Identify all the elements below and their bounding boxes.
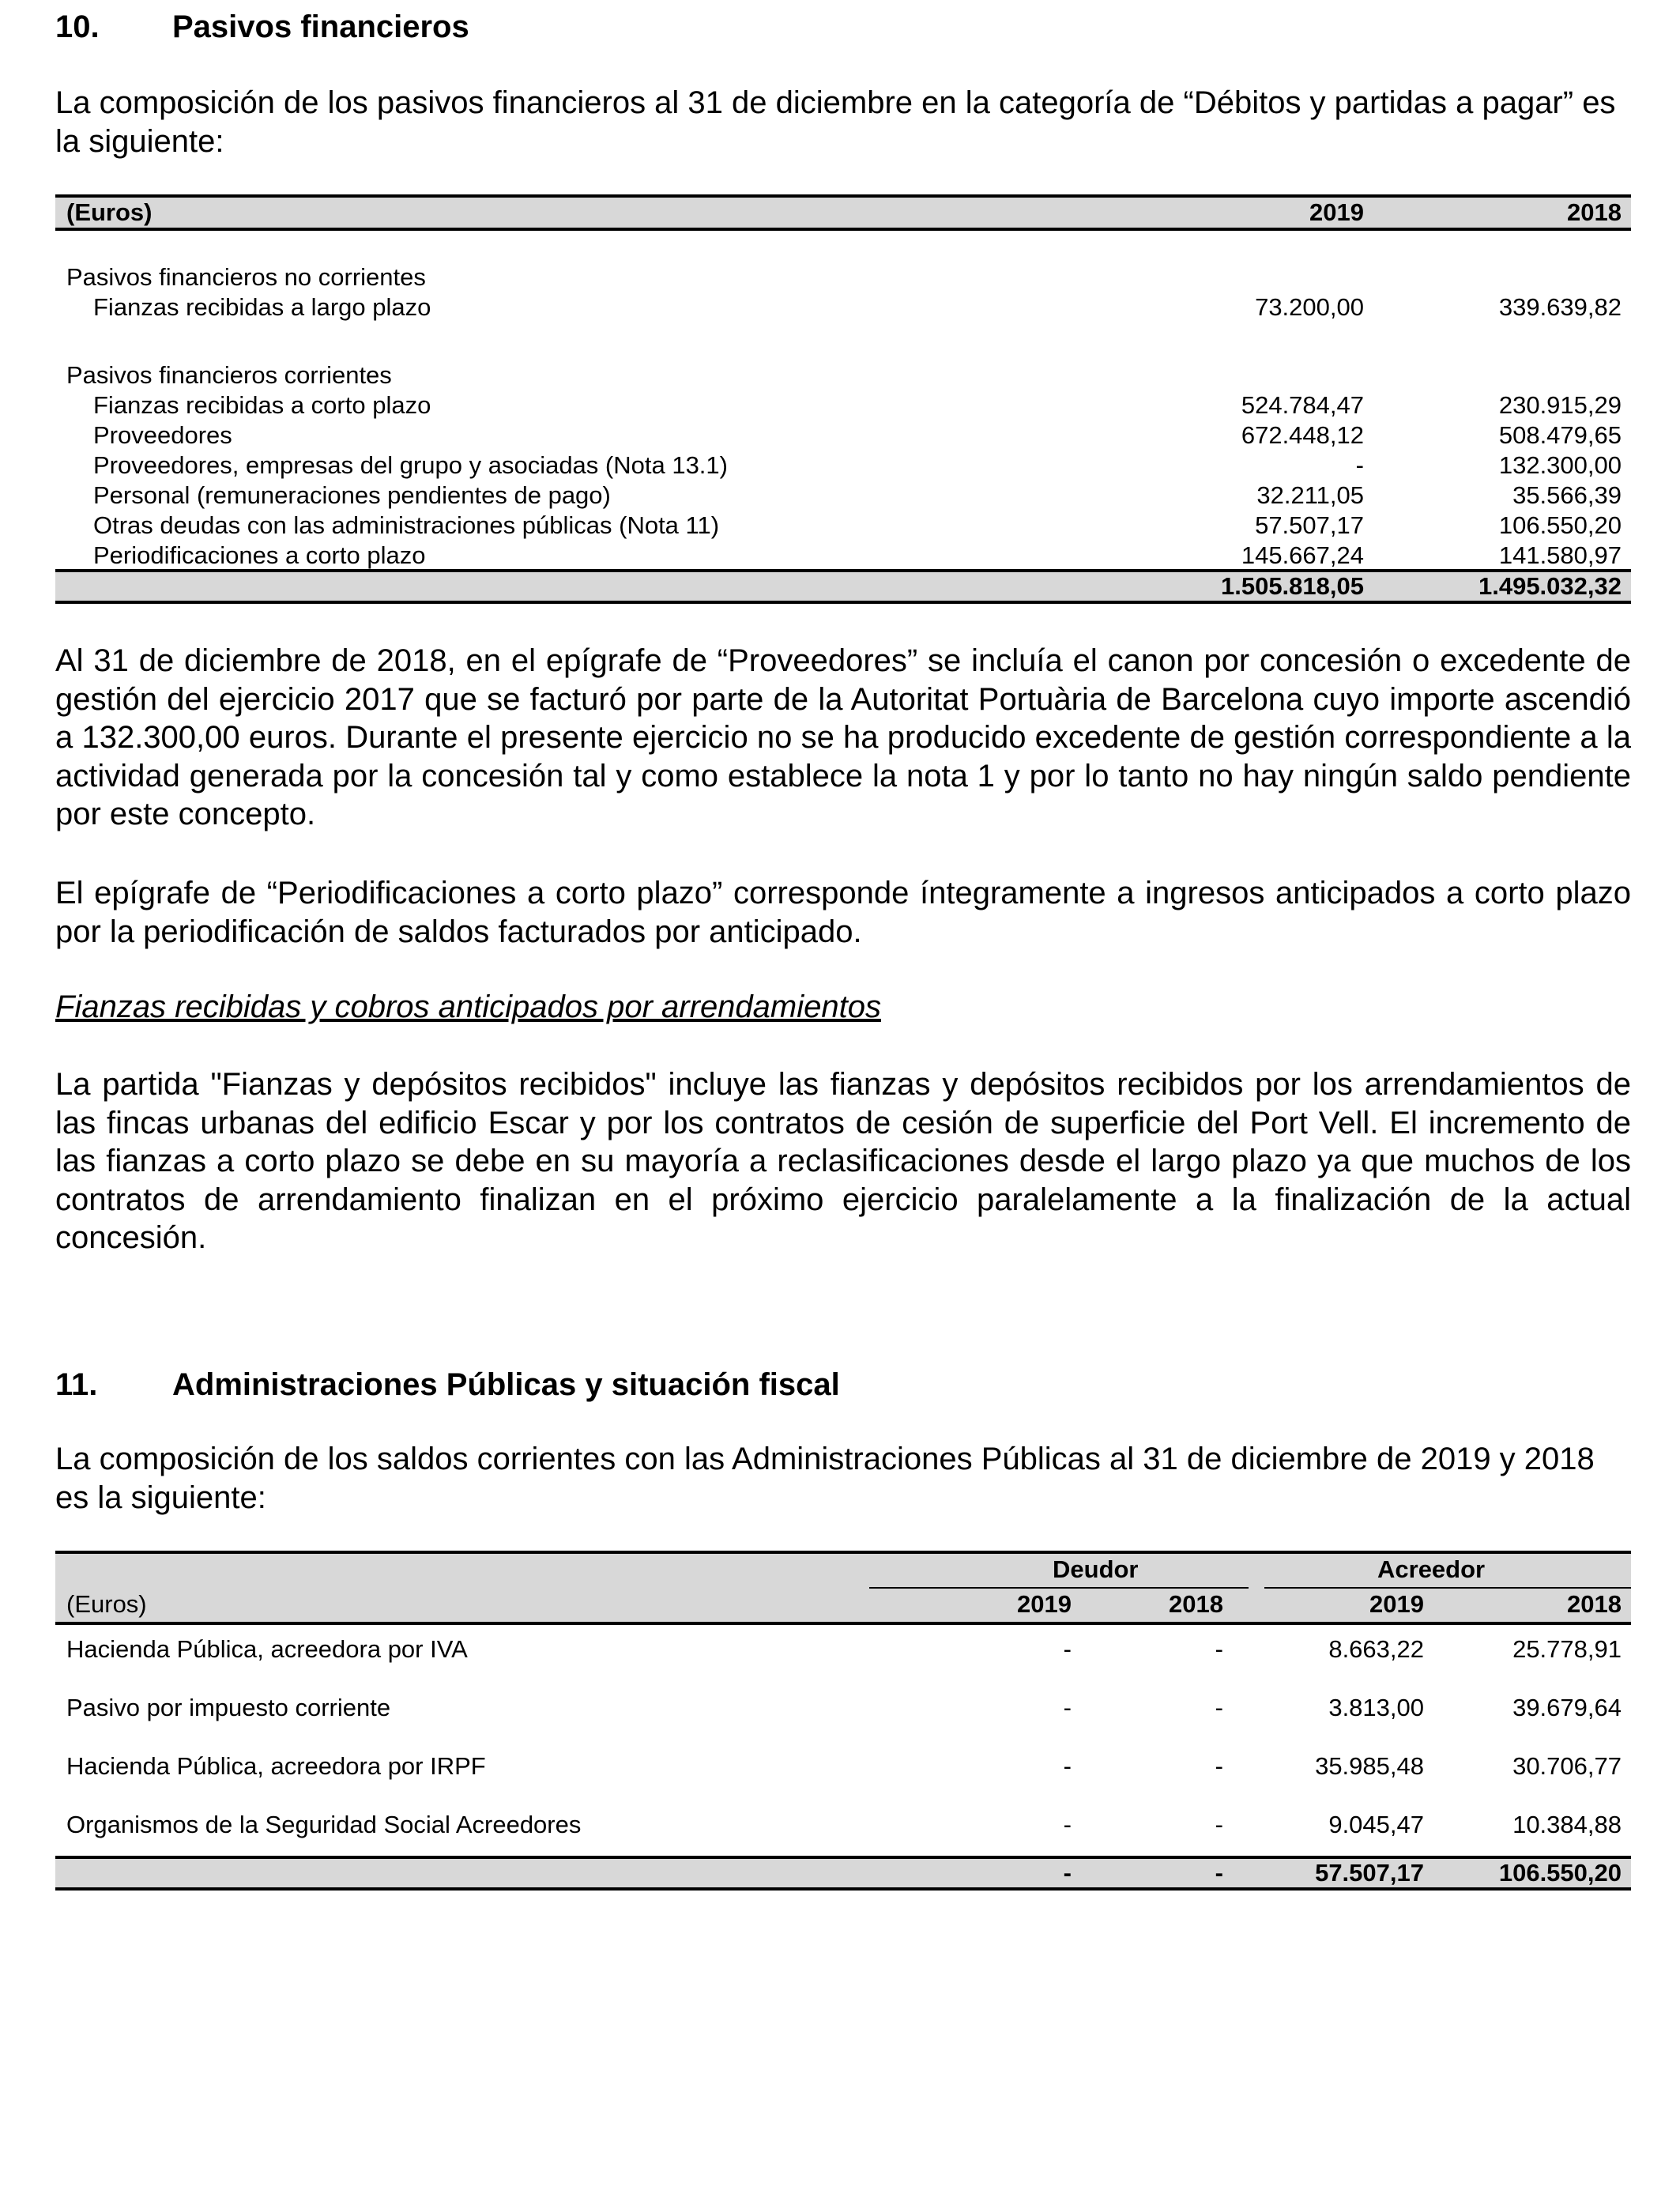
col-acreedor-2019-header: 2019 bbox=[1369, 1590, 1424, 1618]
group-underline-deudor bbox=[869, 1587, 1249, 1589]
table-row bbox=[55, 1693, 1631, 1723]
row-label: Hacienda Pública, acreedora por IRPF bbox=[66, 1752, 486, 1780]
row-label: Periodificaciones a corto plazo bbox=[93, 541, 426, 569]
total-deudor-2019: - bbox=[1063, 1859, 1072, 1887]
col-acreedor-2018-header: 2018 bbox=[1567, 1590, 1622, 1618]
total-2018: 1.495.032,32 bbox=[1478, 572, 1622, 600]
table-row bbox=[55, 450, 1631, 481]
row-label: Organismos de la Seguridad Social Acreedores bbox=[66, 1811, 582, 1838]
section-11-intro: La composición de los saldos corrientes con las Administraciones Públicas al 31 de diciembre de 2019 y 2018 es la siguiente: bbox=[55, 1442, 1595, 1515]
group-underline-acreedor bbox=[1264, 1587, 1631, 1589]
col-deudor-2019-header: 2019 bbox=[1017, 1590, 1072, 1618]
value-2018: 508.479,65 bbox=[1498, 421, 1622, 449]
value-acreedor-2019: 35.985,48 bbox=[1315, 1752, 1424, 1780]
row-label: Fianzas recibidas a corto plazo bbox=[93, 391, 431, 419]
value-2018: 35.566,39 bbox=[1512, 481, 1622, 509]
value-deudor-2018: - bbox=[1215, 1752, 1223, 1780]
table-header bbox=[55, 194, 1631, 231]
value-2018: 141.580,97 bbox=[1498, 541, 1622, 569]
value-2019: - bbox=[1355, 451, 1364, 479]
col-2018-header: 2018 bbox=[1567, 198, 1622, 226]
col-deudor-2018-header: 2018 bbox=[1169, 1590, 1223, 1618]
group-label-non-current bbox=[55, 262, 1631, 292]
value-deudor-2018: - bbox=[1215, 1635, 1223, 1663]
table-total-row bbox=[55, 569, 1631, 604]
table-row bbox=[55, 1634, 1631, 1664]
section-11-number: 11. bbox=[55, 1367, 98, 1402]
table-row bbox=[55, 390, 1631, 420]
value-2019: 672.448,12 bbox=[1241, 421, 1364, 449]
unit-label: (Euros) bbox=[66, 1590, 147, 1618]
col-2019-header: 2019 bbox=[1309, 198, 1364, 226]
value-deudor-2018: - bbox=[1215, 1694, 1223, 1721]
table-row bbox=[55, 1751, 1631, 1781]
section-10-subheading: Fianzas recibidas y cobros anticipados por arrendamientos bbox=[55, 990, 881, 1024]
value-2019: 57.507,17 bbox=[1255, 511, 1364, 539]
value-2019: 32.211,05 bbox=[1256, 481, 1364, 509]
section-10-paragraph-2: El epígrafe de “Periodificaciones a corto plazo” corresponde íntegramente a ingresos anticipados a corto plazo por la periodificación de saldos facturados por anticipado. bbox=[55, 876, 1631, 949]
value-2019: 145.667,24 bbox=[1241, 541, 1364, 569]
table-row bbox=[55, 292, 1631, 322]
group-acreedor-label: Acreedor bbox=[1377, 1555, 1486, 1583]
value-deudor-2018: - bbox=[1215, 1811, 1223, 1838]
value-2018: 339.639,82 bbox=[1498, 293, 1622, 321]
value-acreedor-2019: 9.045,47 bbox=[1328, 1811, 1424, 1838]
value-acreedor-2018: 39.679,64 bbox=[1512, 1694, 1622, 1721]
table-row bbox=[55, 511, 1631, 541]
value-2019: 524.784,47 bbox=[1241, 391, 1364, 419]
value-deudor-2019: - bbox=[1063, 1811, 1072, 1838]
row-label: Pasivo por impuesto corriente bbox=[66, 1694, 391, 1721]
value-deudor-2019: - bbox=[1063, 1635, 1072, 1663]
table-total-row bbox=[55, 1856, 1631, 1891]
value-acreedor-2018: 30.706,77 bbox=[1512, 1752, 1622, 1780]
section-10-title: Pasivos financieros bbox=[172, 9, 469, 44]
group-label: Pasivos financieros corrientes bbox=[66, 361, 392, 389]
group-label: Pasivos financieros no corrientes bbox=[66, 263, 426, 291]
row-label: Hacienda Pública, acreedora por IVA bbox=[66, 1635, 468, 1663]
total-acreedor-2018: 106.550,20 bbox=[1498, 1859, 1622, 1887]
row-label: Otras deudas con las administraciones públicas (Nota 11) bbox=[93, 511, 720, 539]
total-2019: 1.505.818,05 bbox=[1220, 572, 1364, 600]
value-deudor-2019: - bbox=[1063, 1694, 1072, 1721]
section-10-intro: La composición de los pasivos financieros al 31 de diciembre en la categoría de “Débitos y partidas a pagar” es la siguiente: bbox=[55, 85, 1616, 159]
value-acreedor-2019: 8.663,22 bbox=[1328, 1635, 1424, 1663]
total-acreedor-2019: 57.507,17 bbox=[1315, 1859, 1424, 1887]
value-2018: 106.550,20 bbox=[1498, 511, 1622, 539]
table-row bbox=[55, 420, 1631, 450]
value-2018: 132.300,00 bbox=[1498, 451, 1622, 479]
value-deudor-2019: - bbox=[1063, 1752, 1072, 1780]
group-label-current bbox=[55, 360, 1631, 390]
section-10-paragraph-3: La partida "Fianzas y depósitos recibidos" incluye las fianzas y depósitos recibidos por los arrendamientos de las fincas urbanas del edificio Escar y por los contratos de cesión de superficie del Port Vell. El incremento de las fianzas a corto plazo se debe en su mayoría a reclasificaciones desde el largo plazo ya que muchos de los contratos de arrendamiento finalizan en el próximo ejercicio paralelamente a la finalización de la actual concesión. bbox=[55, 1067, 1631, 1255]
value-acreedor-2019: 3.813,00 bbox=[1328, 1694, 1424, 1721]
value-acreedor-2018: 25.778,91 bbox=[1512, 1635, 1622, 1663]
total-deudor-2018: - bbox=[1215, 1859, 1223, 1887]
table-row bbox=[55, 1810, 1631, 1840]
row-label: Personal (remuneraciones pendientes de pago) bbox=[93, 481, 611, 509]
value-acreedor-2018: 10.384,88 bbox=[1512, 1811, 1622, 1838]
table-header bbox=[55, 1551, 1631, 1625]
value-2018: 230.915,29 bbox=[1498, 391, 1622, 419]
value-2019: 73.200,00 bbox=[1255, 293, 1364, 321]
section-11-title: Administraciones Públicas y situación fiscal bbox=[172, 1367, 840, 1402]
section-10-number: 10. bbox=[55, 9, 100, 44]
table-row bbox=[55, 541, 1631, 571]
table-row bbox=[55, 481, 1631, 511]
group-deudor-label: Deudor bbox=[1053, 1555, 1139, 1583]
section-10-paragraph-1: Al 31 de diciembre de 2018, en el epígrafe de “Proveedores” se incluía el canon por concesión o excedente de gestión del ejercicio 2017 que se facturó por parte de la Autoritat Portuària de Barcelona cuyo importe ascendió a 132.300,00 euros. Durante el presente ejercicio no se ha producido excedente de gestión correspondiente a la actividad generada por la concesión tal y como establece la nota 1 y por lo tanto no hay ningún saldo pendiente por este concepto. bbox=[55, 643, 1631, 831]
row-label: Proveedores bbox=[93, 421, 232, 449]
row-label: Proveedores, empresas del grupo y asociadas (Nota 13.1) bbox=[93, 451, 728, 479]
unit-label: (Euros) bbox=[66, 198, 153, 226]
row-label: Fianzas recibidas a largo plazo bbox=[93, 293, 431, 321]
